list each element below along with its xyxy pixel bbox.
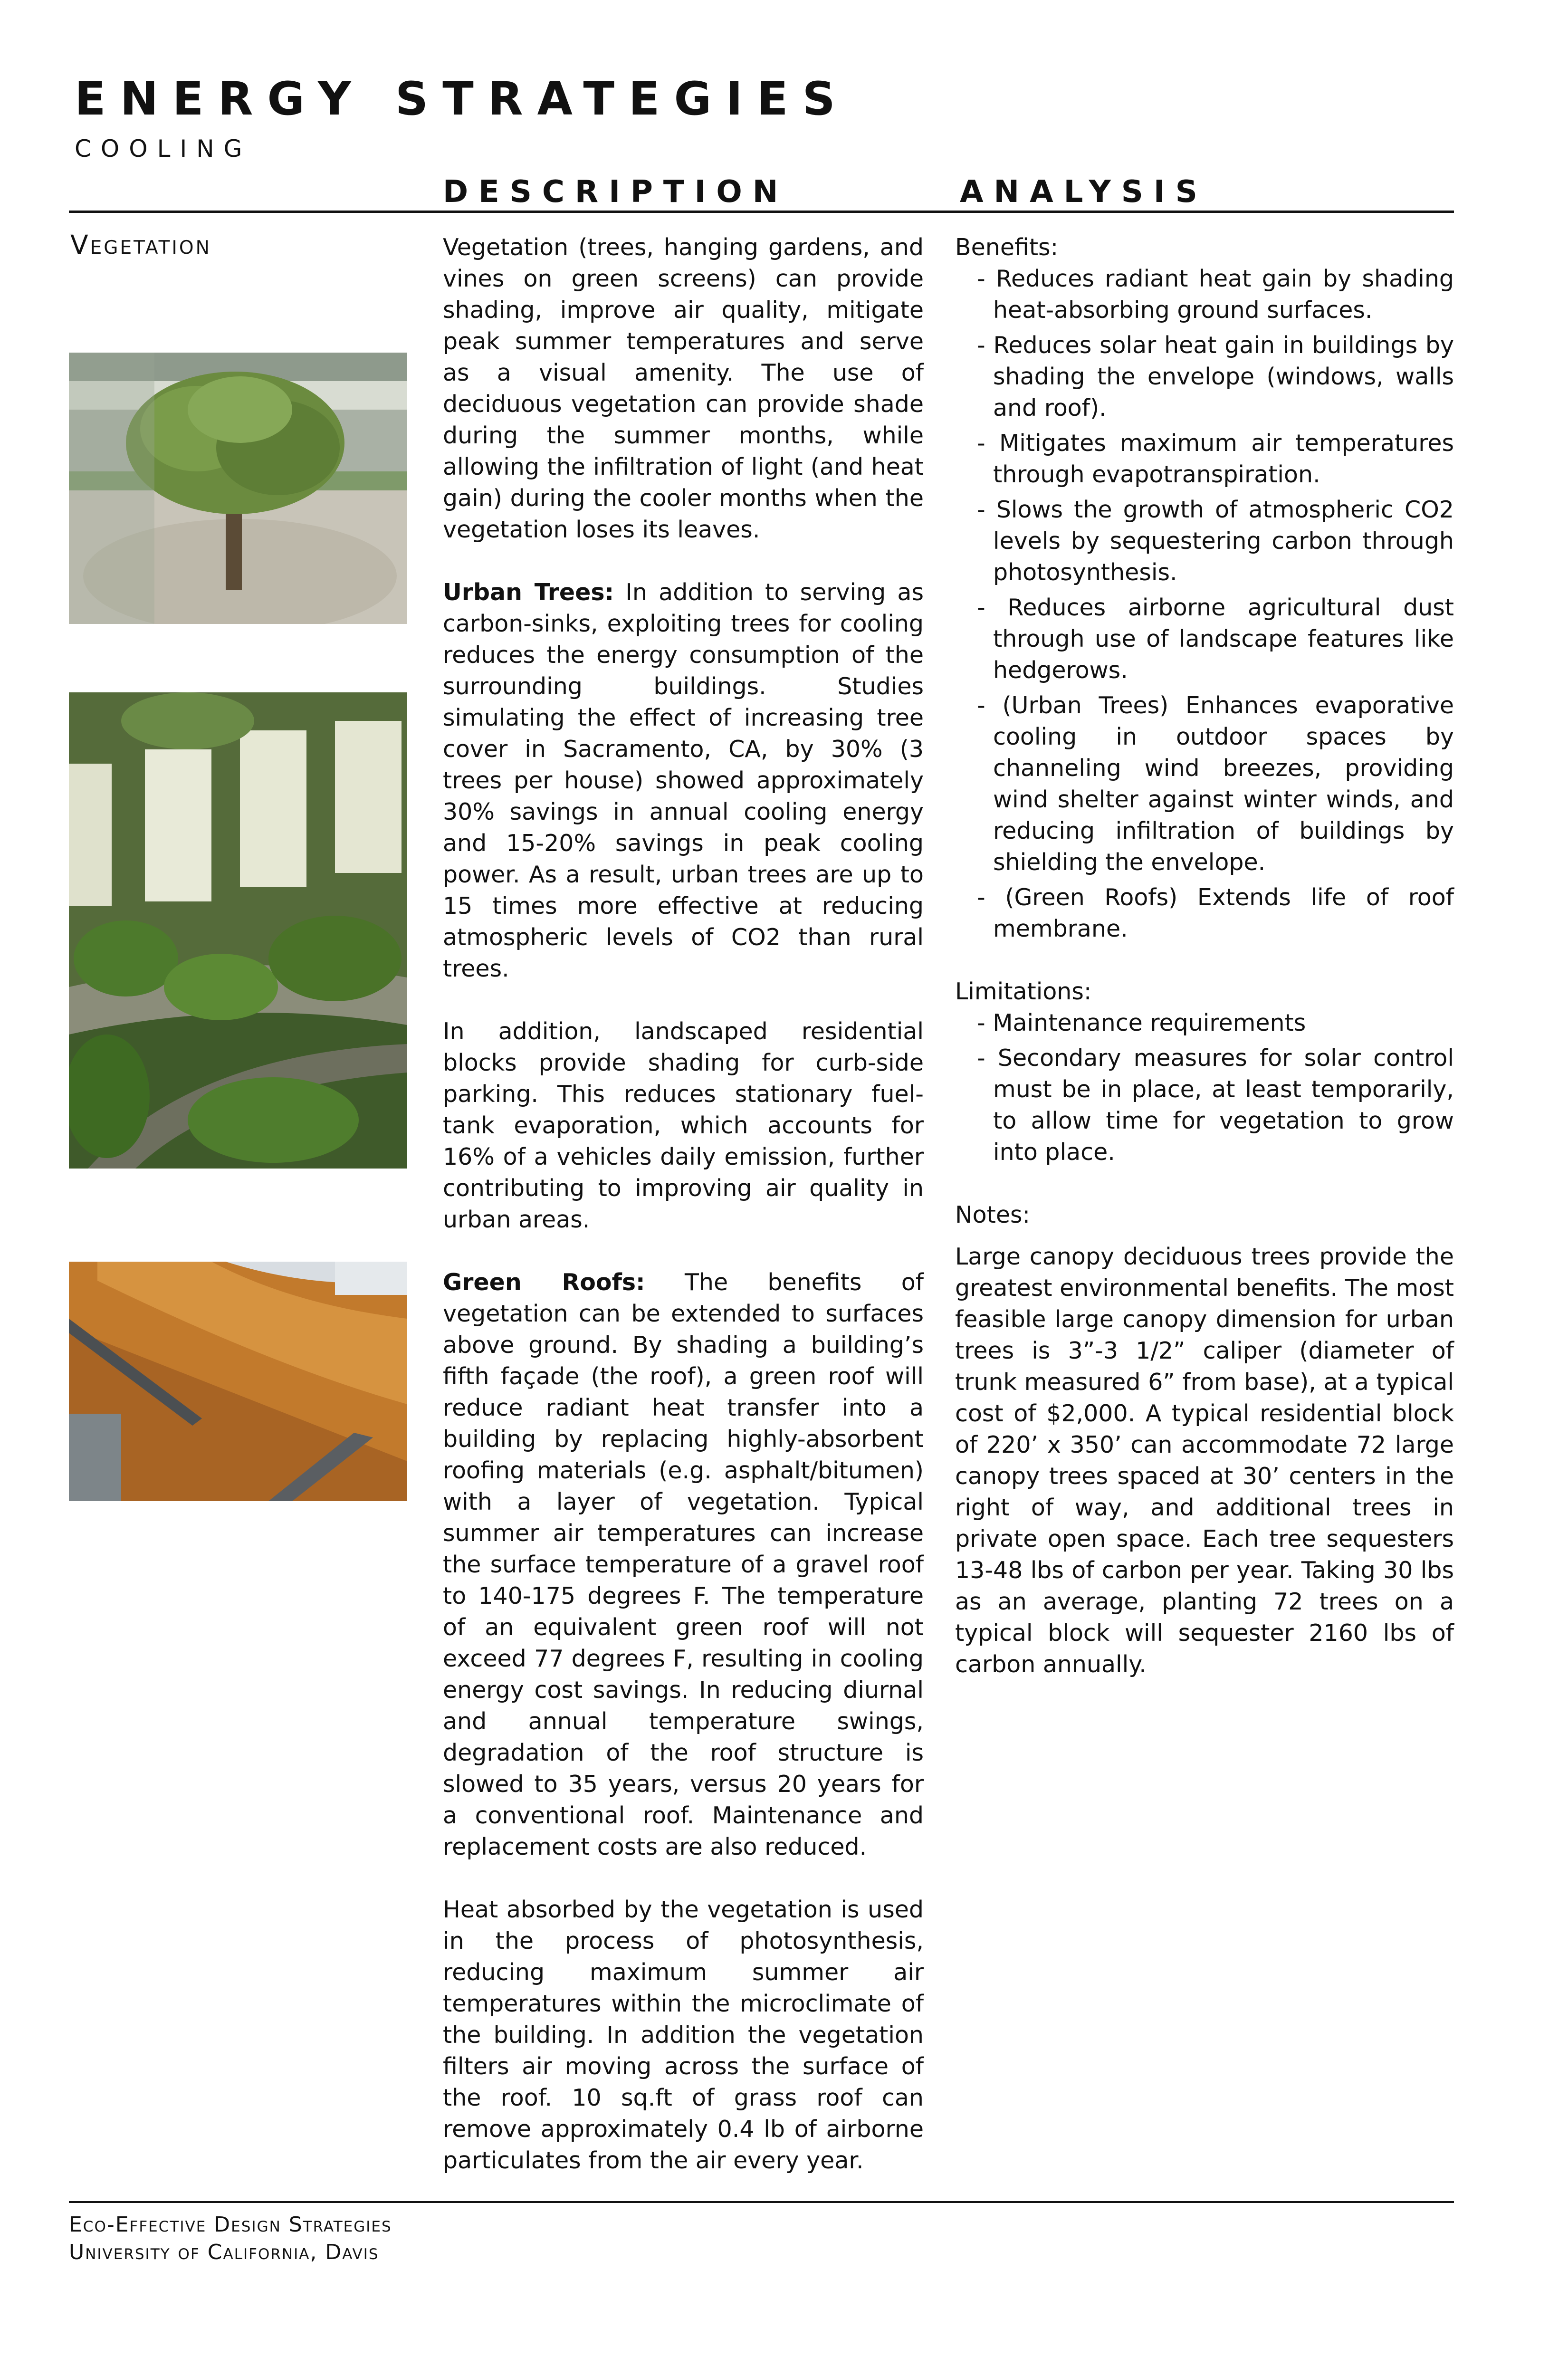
- green-wall-photo: [69, 692, 407, 1169]
- green-roofs-text: The benefits of vegetation can be extended to surfaces above ground. By shading a building’s fifth façade (the roof), a green roof will reduce radiant heat transfer into a building by replacing highly-absorbent roofing materials (e.g. asphalt/bitumen) with a layer of vegetation. Typical summer air temperatures can increase the surface temperature of a gravel roof to 140-175 degrees F. The temperature of an equivalent green roof will not exceed 77 degrees F, resulting in cooling energy cost savings. In reducing diurnal and annual temperature swings, degradation of the roof structure is slowed to 35 years, versus 20 years for a conventional roof. Maintenance and replacement costs are also reduced.: [443, 1269, 924, 1860]
- tree-plaza-photo: [69, 353, 407, 624]
- footer-rule: [69, 2201, 1454, 2203]
- landscaped-blocks-paragraph: In addition, landscaped residential blocks provide shading for curb-side parking. This reduces stationary fuel-tank evaporation, which accounts for 16% of a vehicles daily emission, further contributing to improving air quality in urban areas.: [443, 1018, 924, 1233]
- heat-absorbed-paragraph: Heat absorbed by the vegetation is used in the process of photosynthesis, reducing maximum summer air temperatures within the microclimate of the building. In addition the vegetation filters air moving across the surface of the roof. 10 sq.ft of grass roof can remove approximately 0.4 lb of airborne particulates from the air every year.: [443, 1896, 924, 2174]
- list-item: - (Green Roofs) Extends life of roof membrane.: [977, 884, 1454, 942]
- list-item: - (Urban Trees) Enhances evaporative cooling in outdoor spaces by channeling wind breezes, providing wind shelter against winter winds, and reducing infiltration of buildings by shielding the envelope.: [977, 692, 1454, 876]
- list-item: - Secondary measures for solar control must be in place, at least temporarily, to allow time for vegetation to grow into place.: [977, 1044, 1454, 1166]
- list-item: - Maintenance requirements: [977, 1009, 1306, 1036]
- green-roofs-paragraph: [443, 1267, 924, 1863]
- urban-trees-text: In addition to serving as carbon-sinks, exploiting trees for cooling reduces the energy consumption of the surrounding buildings. Studies simulating the effect of increasing tree cover in Sacramento, CA, by 30% (3 trees per house) showed approximately 30% savings in annual cooling energy and 15-20% savings in peak cooling power. As a result, urban trees are up to 15 times more effective at reducing atmospheric levels of CO2 than rural trees.: [443, 579, 924, 982]
- list-item: - Slows the growth of atmospheric CO2 levels by sequestering carbon through photosynthesis.: [977, 496, 1454, 586]
- notes-heading: Notes:: [955, 1201, 1031, 1228]
- header-rule: [69, 211, 1454, 213]
- notes-text: Large canopy deciduous trees provide the greatest environmental benefits. The most feasible large canopy dimension for urban trees is 3”-3 1/2” caliper (diameter of trunk measured 6” from base), at a typical cost of $2,000. A typical residential block of 220’ x 350’ can accommodate 72 large canopy trees spaced at 30’ centers in the right of way, and additional trees in private open space. Each tree sequesters 13-48 lbs of carbon per year. Taking 30 lbs as an average, planting 72 trees on a typical block will sequester 2160 lbs of carbon annually.: [955, 1243, 1454, 1678]
- limitations-list: [955, 1007, 1454, 1168]
- limitations-heading: Limitations:: [955, 978, 1092, 1005]
- benefits-list: [955, 263, 1454, 945]
- benefits-heading: Benefits:: [955, 234, 1059, 261]
- urban-trees-paragraph: [443, 577, 924, 985]
- description-column: [443, 232, 924, 2208]
- urban-trees-lead: Urban Trees:: [443, 579, 614, 606]
- page-title: ENERGY STRATEGIES: [75, 72, 850, 125]
- footer-line-2: University of California, Davis: [69, 2240, 379, 2264]
- green-roofs-lead: Green Roofs:: [443, 1269, 645, 1296]
- list-item: - Reduces airborne agricultural dust through use of landscape features like hedgerows.: [977, 594, 1454, 684]
- list-item: - Mitigates maximum air temperatures through evapotranspiration.: [977, 430, 1454, 488]
- intro-paragraph: Vegetation (trees, hanging gardens, and vines on green screens) can provide shading, improve air quality, mitigate peak summer temperatures and serve as a visual amenity. The use of deciduous vegetation can provide shade during the summer months, while allowing the infiltration of light (and heat gain) during the cooler months when the vegetation loses its leaves.: [443, 234, 924, 543]
- analysis-heading: ANALYSIS: [960, 174, 1208, 210]
- analysis-column: [955, 232, 1454, 1680]
- description-heading: DESCRIPTION: [443, 174, 789, 210]
- list-item: - Reduces solar heat gain in buildings by shading the envelope (windows, walls and roof).: [977, 332, 1454, 422]
- section-label: Vegetation: [70, 230, 211, 260]
- green-roof-photo: [69, 1262, 407, 1501]
- page-subtitle: COOLING: [75, 135, 252, 163]
- footer-line-1: Eco-Effective Design Strategies: [69, 2213, 392, 2237]
- list-item: - Reduces radiant heat gain by shading heat-absorbing ground surfaces.: [977, 265, 1454, 324]
